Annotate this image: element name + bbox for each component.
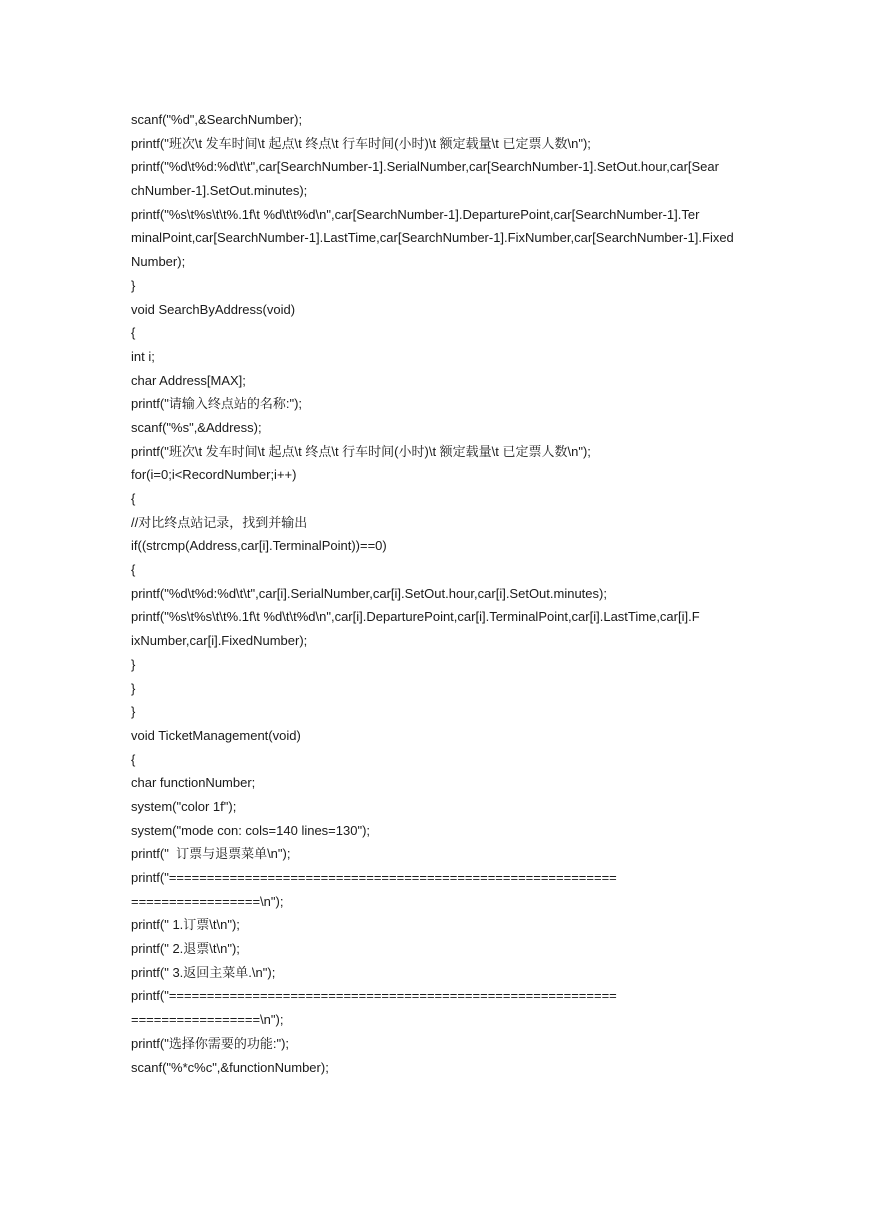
code-line: } xyxy=(131,277,136,293)
code-line: printf("=========================================================== xyxy=(131,988,617,1004)
code-line: { xyxy=(131,491,136,506)
code-line: void SearchByAddress(void) xyxy=(131,301,296,317)
code-line: char functionNumber; xyxy=(131,775,256,791)
code-line: } xyxy=(131,680,136,696)
code-line: ixNumber,car[i].FixedNumber); xyxy=(131,633,308,649)
code-line: printf("%s\t%s\t\t%.1f\t %d\t\t%d\n",car[i].DeparturePoint,car[i].TerminalPoint,car[i].LastTime,car[i].F xyxy=(131,609,700,625)
code-line: scanf("%s",&Address); xyxy=(131,419,262,435)
code-line: printf("请输入终点站的名称:"); xyxy=(131,396,303,412)
code-line: for(i=0;i<RecordNumber;i++) xyxy=(131,467,297,483)
code-line: printf("班次\t 发车时间\t 起点\t 终点\t 行车时间(小时)\t 额定载量\t 已定票人数\n"); xyxy=(131,443,591,459)
code-line: printf("选择你需要的功能:"); xyxy=(131,1035,290,1051)
code-line: =================\n"); xyxy=(131,1012,284,1028)
code-line: scanf("%*c%c",&functionNumber); xyxy=(131,1059,329,1075)
code-line: if((strcmp(Address,car[i].TerminalPoint))==0) xyxy=(131,538,387,554)
code-line: chNumber-1].SetOut.minutes); xyxy=(131,183,308,199)
code-line: { xyxy=(131,751,136,767)
code-line: } xyxy=(131,704,136,720)
code-line: void TicketManagement(void) xyxy=(131,727,301,743)
code-line: printf(" 订票与退票菜单\n"); xyxy=(131,846,291,862)
code-line: //对比终点站记录，找到并输出 xyxy=(131,514,308,530)
code-listing xyxy=(131,108,741,1079)
code-line: printf("%s\t%s\t\t%.1f\t %d\t\t%d\n",car[SearchNumber-1].DeparturePoint,car[SearchNumber-1].Ter xyxy=(131,206,700,222)
code-line: =================\n"); xyxy=(131,893,284,909)
code-line: printf(" 1.订票\t\n"); xyxy=(131,917,240,933)
code-line: minalPoint,car[SearchNumber-1].LastTime,car[SearchNumber-1].FixNumber,car[SearchNumber-1].Fixed xyxy=(131,230,734,246)
code-line: scanf("%d",&SearchNumber); xyxy=(131,112,303,127)
code-line: system("mode con: cols=140 lines=130"); xyxy=(131,822,371,838)
code-line: Number); xyxy=(131,254,186,270)
code-line: printf("班次\t 发车时间\t 起点\t 终点\t 行车时间(小时)\t 额定载量\t 已定票人数\n"); xyxy=(131,135,591,151)
code-line: printf(" 2.退票\t\n"); xyxy=(131,941,240,957)
code-line: system("color 1f"); xyxy=(131,798,237,814)
code-line: char Address[MAX]; xyxy=(131,372,246,388)
code-line: { xyxy=(131,562,136,578)
code-line: printf(" 3.返回主菜单.\n"); xyxy=(131,964,276,980)
code-line: printf("=========================================================== xyxy=(131,870,617,885)
code-line: printf("%d\t%d:%d\t\t",car[SearchNumber-1].SerialNumber,car[SearchNumber-1].SetOut.hour,car[Sear xyxy=(131,159,719,175)
code-line: int i; xyxy=(131,348,155,364)
code-line: } xyxy=(131,656,136,672)
code-line: { xyxy=(131,325,136,341)
code-line: printf("%d\t%d:%d\t\t",car[i].SerialNumber,car[i].SetOut.hour,car[i].SetOut.minutes); xyxy=(131,585,607,601)
